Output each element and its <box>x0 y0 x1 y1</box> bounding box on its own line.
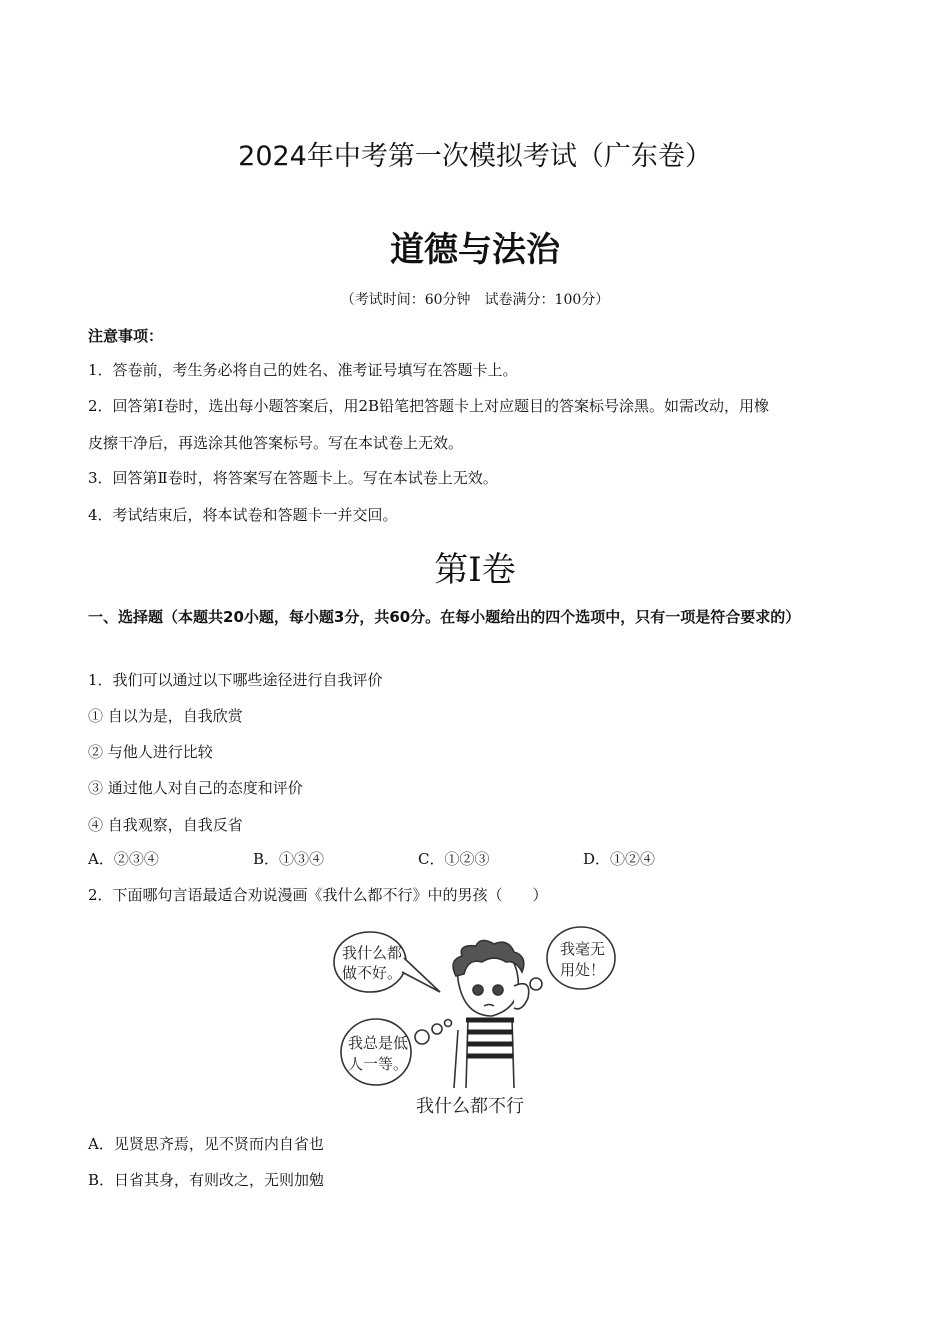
q2-option-b: B．日省其身，有则改之，无则加勉 <box>88 1171 325 1189</box>
comic-caption: 我什么都不行 <box>416 1096 524 1117</box>
comic-illustration <box>318 920 638 1125</box>
exam-title: 2024年中考第一次模拟考试（广东卷） <box>238 141 712 172</box>
statement-3: ③ 通过他人对自己的态度和评价 <box>88 779 303 797</box>
section-heading: 一、选择题（本题共20小题，每小题3分，共60分。在每小题给出的四个选项中，只有一项是符合要求的） <box>88 608 801 626</box>
notice-heading: 注意事项： <box>88 327 164 345</box>
notice-item: 1．答卷前，考生务必将自己的姓名、准考证号填写在答题卡上。 <box>88 361 518 379</box>
option-a: A．②③④ <box>88 850 159 868</box>
notice-item: 3．回答第Ⅱ卷时，将答案写在答题卡上。写在本试卷上无效。 <box>88 469 498 487</box>
option-d: D．①②④ <box>583 850 656 868</box>
statement-4: ④ 自我观察，自我反省 <box>88 816 243 834</box>
option-b: B．①③④ <box>253 850 325 868</box>
bubble-right-text-2: 用处！ <box>560 961 606 979</box>
thought-bubble-bottom <box>341 1019 411 1085</box>
statement-2: ② 与他人进行比较 <box>88 743 213 761</box>
bubble-right-text-1: 我毫无 <box>560 940 606 958</box>
bubble-bottom-text-1: 我总是低 <box>348 1034 409 1052</box>
notice-item: 4．考试结束后，将本试卷和答题卡一并交回。 <box>88 506 398 524</box>
bubble-left-text-2: 做不好。 <box>342 964 403 982</box>
notice-item: 皮擦干净后，再选涂其他答案标号。写在本试卷上无效。 <box>88 434 464 452</box>
subject-title: 道德与法治 <box>390 230 560 270</box>
statement-1: ① 自以为是，自我欣赏 <box>88 707 243 725</box>
bubble-left-text-1: 我什么都 <box>342 944 403 962</box>
speech-bubble-left <box>334 932 406 992</box>
option-c: C．①②③ <box>418 850 490 868</box>
boy-figure <box>453 940 529 1088</box>
thought-bubble-right <box>547 927 615 989</box>
part-title: 第Ⅰ卷 <box>434 550 516 590</box>
exam-info: （考试时间：60分钟 试卷满分：100分） <box>340 292 610 308</box>
question-2-stem: 2．下面哪句言语最适合劝说漫画《我什么都不行》中的男孩（ ） <box>88 886 548 904</box>
q2-option-a: A．见贤思齐焉，见不贤而内自省也 <box>88 1135 324 1153</box>
notice-item: 2．回答第Ⅰ卷时，选出每小题答案后，用2B铅笔把答题卡上对应题目的答案标号涂黑。如需改动，用橡 <box>88 397 770 415</box>
question-1-stem: 1．我们可以通过以下哪些途径进行自我评价 <box>88 671 383 689</box>
bubble-bottom-text-2: 人一等。 <box>348 1055 409 1073</box>
